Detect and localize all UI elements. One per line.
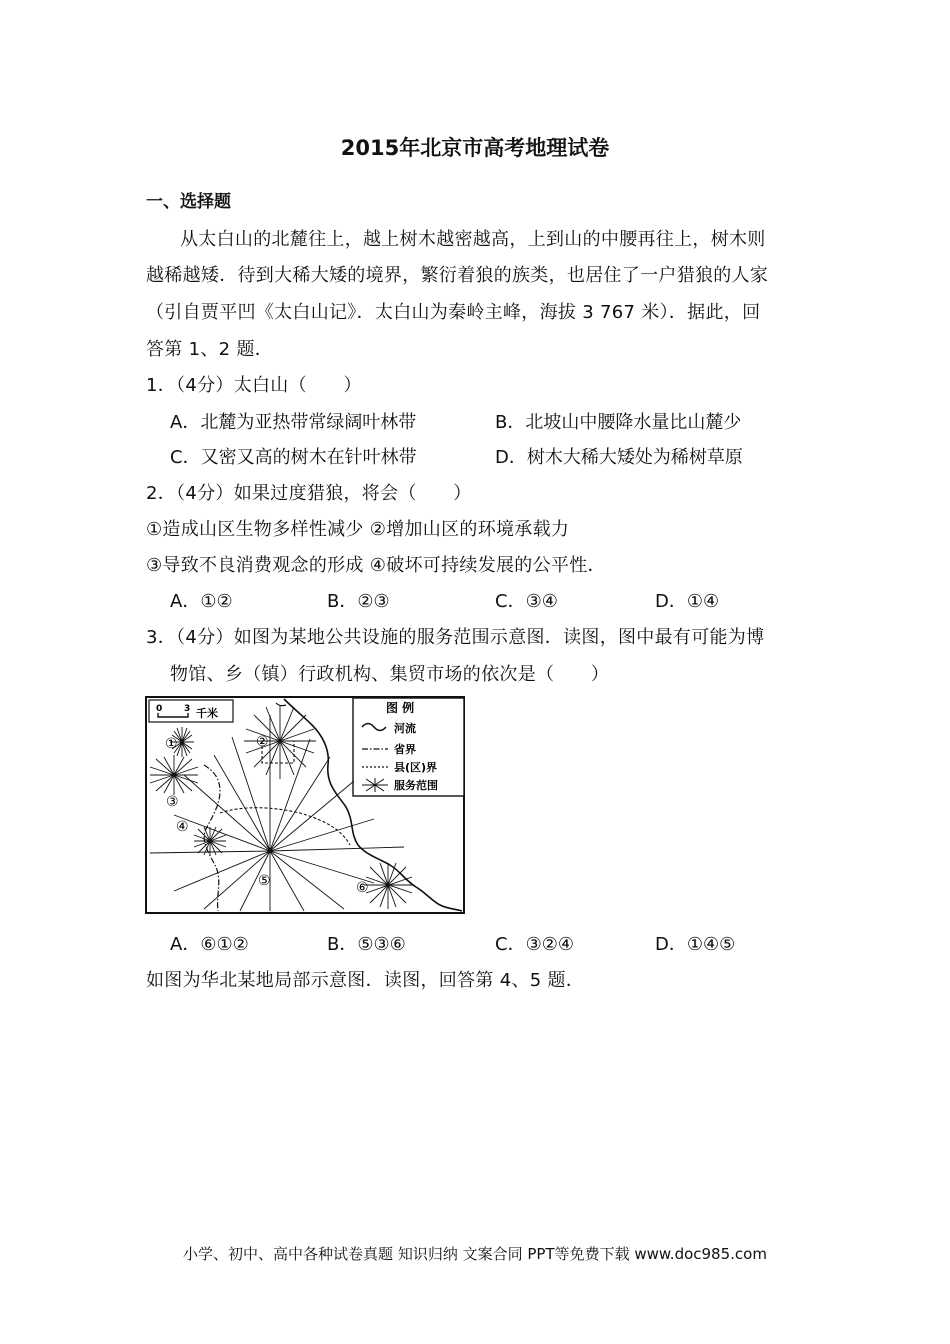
passage-line-3: （引自贾平凹《太白山记》．太白山为秦岭主峰，海拔 3 767 米）．据此，回	[146, 302, 761, 323]
passage-line-2: 越稀越矮．待到大稀大矮的境界，繁衍着狼的族类，也居住了一户猎狼的人家	[146, 265, 769, 286]
service-range-map	[144, 695, 466, 915]
legend-county-label: 县(区)界	[394, 761, 438, 774]
q3-stem-line-1: 3．（4分）如图为某地公共设施的服务范围示意图．读图，图中最有可能为博	[146, 627, 765, 648]
marker-1: ①	[165, 736, 178, 752]
marker-2: ②	[256, 734, 269, 750]
q2-option-d: D．①④	[655, 591, 720, 612]
q1-stem: 1．（4分）太白山（ ）	[146, 375, 362, 396]
q3-option-b: B．⑤③⑥	[327, 934, 406, 955]
q2-stem: 2．（4分）如果过度猎狼，将会（ ）	[146, 483, 472, 504]
marker-5: ⑤	[258, 873, 271, 889]
marker-6: ⑥	[356, 880, 369, 896]
passage-line-1: 从太白山的北麓往上，越上树木越密越高，上到山的中腰再往上，树木则	[180, 229, 766, 250]
page-footer: 小学、初中、高中各种试卷真题 知识归纳 文案合同 PPT等免费下载 www.doc985.com	[183, 1245, 767, 1263]
passage-line-4: 答第 1、2 题．	[146, 339, 274, 360]
q1-option-d: D．树木大稀大矮处为稀树草原	[495, 447, 743, 468]
q2-statement-1: ①造成山区生物多样性减少 ②增加山区的环境承载力	[146, 519, 570, 540]
q2-option-a: A．①②	[170, 591, 233, 612]
q1-option-a: A．北麓为亚热带常绿阔叶林带	[170, 412, 417, 433]
q3-option-d: D．①④⑤	[655, 934, 736, 955]
scale-three-label: 3	[184, 704, 191, 714]
section-heading: 一、选择题	[146, 192, 231, 212]
marker-3: ③	[166, 794, 179, 810]
q2-option-c: C．③④	[495, 591, 558, 612]
marker-4: ④	[176, 819, 189, 835]
q2-option-b: B．②③	[327, 591, 390, 612]
q3-option-c: C．③②④	[495, 934, 574, 955]
legend-service-label: 服务范围	[394, 779, 438, 792]
legend-province-label: 省界	[394, 743, 416, 756]
q3-option-a: A．⑥①②	[170, 934, 249, 955]
scale-unit-label: 千米	[196, 707, 218, 720]
q3-stem-line-2: 物馆、乡（镇）行政机构、集贸市场的依次是（ ）	[170, 664, 610, 685]
q1-option-b: B．北坡山中腰降水量比山麓少	[495, 412, 742, 433]
q2-statement-2: ③导致不良消费观念的形成 ④破坏可持续发展的公平性．	[146, 555, 606, 576]
page-title: 2015年北京市高考地理试卷	[340, 136, 610, 160]
legend-river-label: 河流	[394, 722, 416, 735]
scale-zero-label: 0	[156, 704, 163, 714]
legend-title: 图 例	[386, 701, 415, 715]
q1-option-c: C．又密又高的树木在针叶林带	[170, 447, 417, 468]
q45-intro: 如图为华北某地局部示意图．读图，回答第 4、5 题．	[146, 970, 585, 991]
